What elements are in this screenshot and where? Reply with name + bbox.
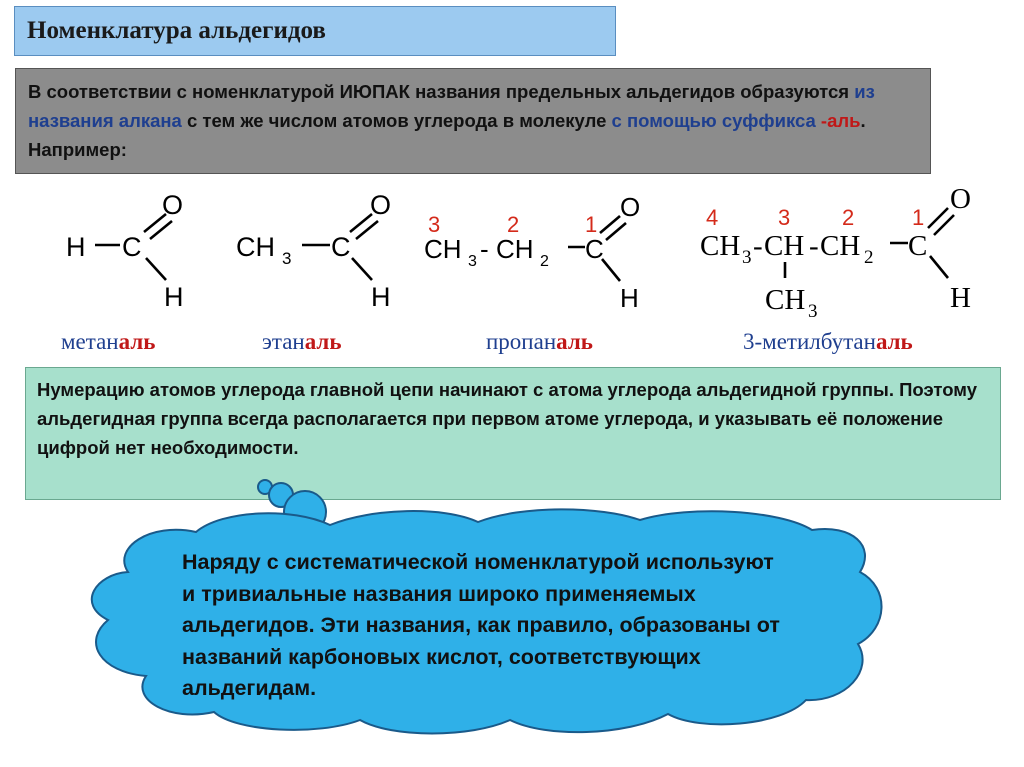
- propanal-number-3: 3: [428, 212, 441, 237]
- name-methylbutanal-suffix: аль: [875, 329, 913, 354]
- name-ethanal-suffix: аль: [304, 329, 342, 354]
- propanal-number-2: 2: [507, 212, 520, 237]
- ethanal-atom-ch: CH: [236, 232, 275, 262]
- page-title: Номенклатура альдегидов: [27, 17, 326, 44]
- methylbutanal-sub-3: 3: [742, 247, 752, 268]
- propanal-number-1: 1: [585, 212, 598, 237]
- propanal-atom-ch3: CH: [424, 234, 462, 264]
- ethanal-atom-c: C: [331, 232, 351, 262]
- intro-part-3: с тем же числом атомов углерода в молекуле: [181, 110, 612, 131]
- methylbutanal-atom-ch3: CH: [700, 230, 741, 262]
- propanal-sub-2: 2: [540, 253, 549, 270]
- intro-part-6: . Например:: [28, 110, 866, 160]
- ethanal-sub-3: 3: [282, 249, 292, 268]
- methylbutanal-atom-o: O: [950, 183, 971, 215]
- ethanal-atom-h: H: [371, 282, 391, 312]
- propanal-atom-o: O: [620, 192, 641, 222]
- propanal-atom-ch2: CH: [496, 234, 534, 264]
- name-propanal-stem: пропан: [486, 329, 557, 354]
- methylbutanal-dash-1: -: [753, 230, 763, 262]
- propanal-dash: -: [480, 234, 489, 264]
- propanal-atom-c: C: [585, 234, 604, 264]
- intro-part-4: с помощью суффикса: [611, 110, 816, 131]
- methanal-atom-h1: H: [66, 232, 86, 262]
- methylbutanal-branch-sub-3: 3: [808, 301, 818, 322]
- propanal-atom-h: H: [620, 283, 639, 313]
- methylbutanal-atom-ch2: CH: [820, 230, 861, 262]
- intro-part-1: В соответствии с номенклатурой ИЮПАК названия предельных альдегидов образуются: [28, 81, 855, 102]
- intro-part-2: из названия алкана: [28, 81, 875, 131]
- ethanal-atom-o: O: [370, 190, 392, 220]
- methylbutanal-atom-h: H: [950, 282, 971, 314]
- methylbutanal-number-1: 1: [912, 205, 925, 230]
- methylbutanal-branch-ch3: CH: [765, 284, 806, 316]
- methylbutanal-atom-ch: CH: [764, 230, 805, 262]
- name-propanal-suffix: аль: [556, 329, 593, 354]
- methanal-atom-o: O: [162, 190, 184, 220]
- name-methanal-stem: метан: [61, 329, 119, 354]
- methanal-atom-h2: H: [164, 282, 184, 312]
- note-text: Нумерацию атомов углерода главной цепи начинают с атома углерода альдегидной группы. Поэтому альдегидная группа всегда располагается при первом атоме углерода, и указывать её положение цифрой нет необходимости.: [37, 379, 978, 458]
- name-ethanal-stem: этан: [262, 329, 305, 354]
- methylbutanal-atom-c: C: [908, 230, 928, 262]
- methylbutanal-number-3: 3: [778, 205, 791, 230]
- name-methanal-suffix: аль: [118, 329, 156, 354]
- intro-part-5: -аль: [815, 110, 861, 131]
- cloud-text: Наряду с систематической номенклатурой используют и тривиальные названия широко применяемых альдегидов. Эти названия, как правило, образованы от названий карбоновых кислот, соответствующих альдегидам.: [182, 550, 780, 700]
- name-methylbutanal-stem: 3-метилбутан: [743, 329, 876, 354]
- methylbutanal-dash-2: -: [809, 230, 819, 262]
- methanal-atom-c: C: [122, 232, 142, 262]
- propanal-sub-3: 3: [468, 253, 477, 270]
- methylbutanal-sub-2: 2: [864, 247, 874, 268]
- methylbutanal-number-4: 4: [706, 205, 719, 230]
- methylbutanal-number-2: 2: [842, 205, 855, 230]
